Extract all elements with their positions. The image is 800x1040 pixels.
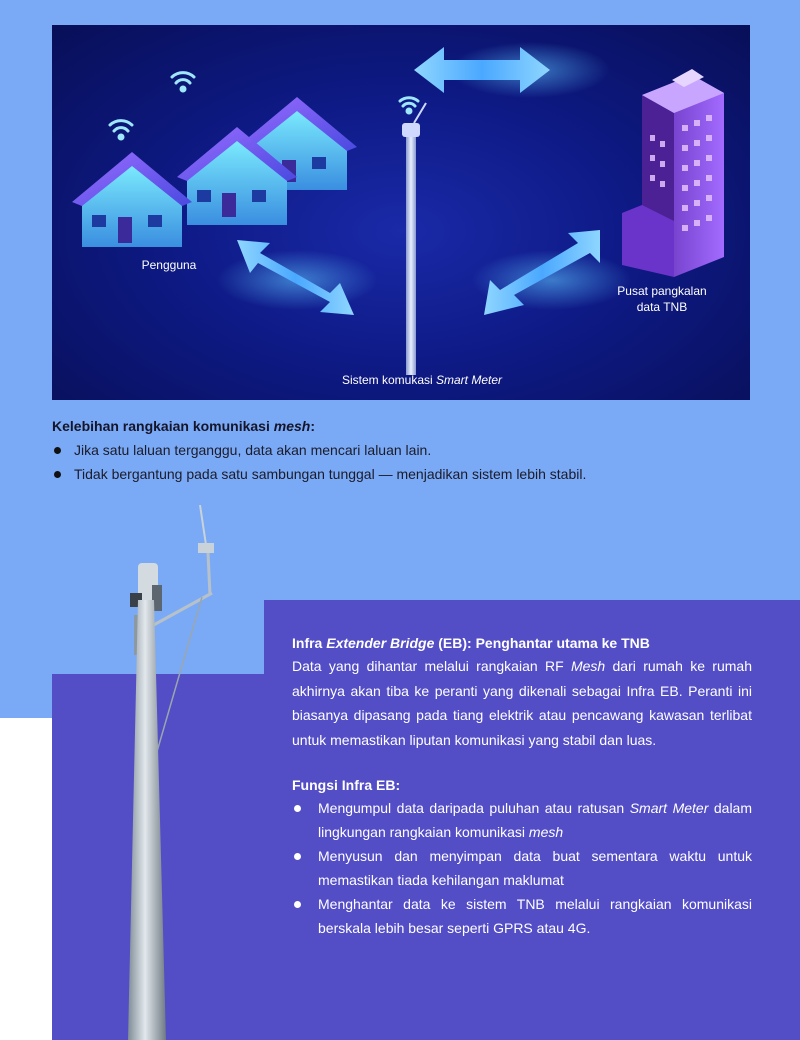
advantages-title-prefix: Kelebihan rangkaian komunikasi (52, 418, 274, 434)
eb-title-suffix: (EB): Penghantar utama ke TNB (434, 635, 650, 651)
double-arrow-icon (217, 240, 377, 315)
list-item (292, 796, 752, 844)
house-icon (72, 152, 192, 247)
label-system-prefix: Sistem komukasi (341, 373, 436, 387)
eb-title (292, 632, 752, 654)
eb-pole-photo (90, 505, 240, 1040)
eb-section (292, 632, 752, 940)
double-arrow-icon (414, 42, 610, 98)
eb-body (292, 654, 752, 752)
function-1-part-a: Mengumpul data daripada puluhan atau ratusan (318, 800, 630, 816)
advantages-title (52, 418, 752, 434)
advantages-title-suffix: : (310, 418, 315, 434)
eb-body-part1: Data yang dihantar melalui rangkaian RF (292, 658, 571, 674)
double-arrow-icon (472, 230, 632, 315)
advantages-list (52, 438, 752, 486)
list-item: Tidak bergantung pada satu sambungan tunggal — menjadikan sistem lebih stabil. (52, 462, 752, 486)
illustration-graphic (52, 25, 750, 400)
mesh-advantages (52, 418, 752, 486)
functions-title: Fungsi Infra EB: (292, 777, 401, 793)
label-database: Pusat pangkalan data TNB (617, 284, 707, 314)
functions-list (292, 796, 752, 940)
eb-body-italic: Mesh (570, 658, 606, 674)
function-1-italic-2: mesh (528, 824, 564, 840)
mesh-illustration (52, 25, 750, 400)
label-system-italic: Smart Meter (436, 373, 503, 387)
function-1-part-b: dalam lingkungan rangkaian komunikasi (318, 800, 752, 840)
list-item: Menyusun dan menyimpan data buat sementara waktu untuk memastikan tiada kehilangan maklumat (292, 844, 752, 892)
label-users: Pengguna (141, 258, 197, 272)
list-item: Menghantar data ke sistem TNB melalui rangkaian komunikasi berskala lebih besar seperti GPRS atau 4G. (292, 892, 752, 940)
label-system (312, 372, 532, 388)
list-item: Jika satu laluan terganggu, data akan mencari laluan lain. (52, 438, 752, 462)
eb-body-part2: dari rumah ke rumah akhirnya akan tiba ke peranti yang dikenali sebagai Infra EB. Peranti ini biasanya dipasang pada tiang elektrik atau pencawang kawasan terlibat untuk memastikan liputan komunikasi yang stabil dan luas. (292, 658, 752, 748)
eb-title-prefix: Infra (292, 635, 327, 651)
eb-title-italic: Extender Bridge (326, 635, 435, 651)
advantages-title-italic: mesh (273, 418, 311, 434)
tnb-building (622, 69, 724, 277)
function-1-italic: Smart Meter (629, 800, 709, 816)
page-corner-white (0, 718, 52, 1040)
smart-meter-pole (402, 103, 426, 375)
